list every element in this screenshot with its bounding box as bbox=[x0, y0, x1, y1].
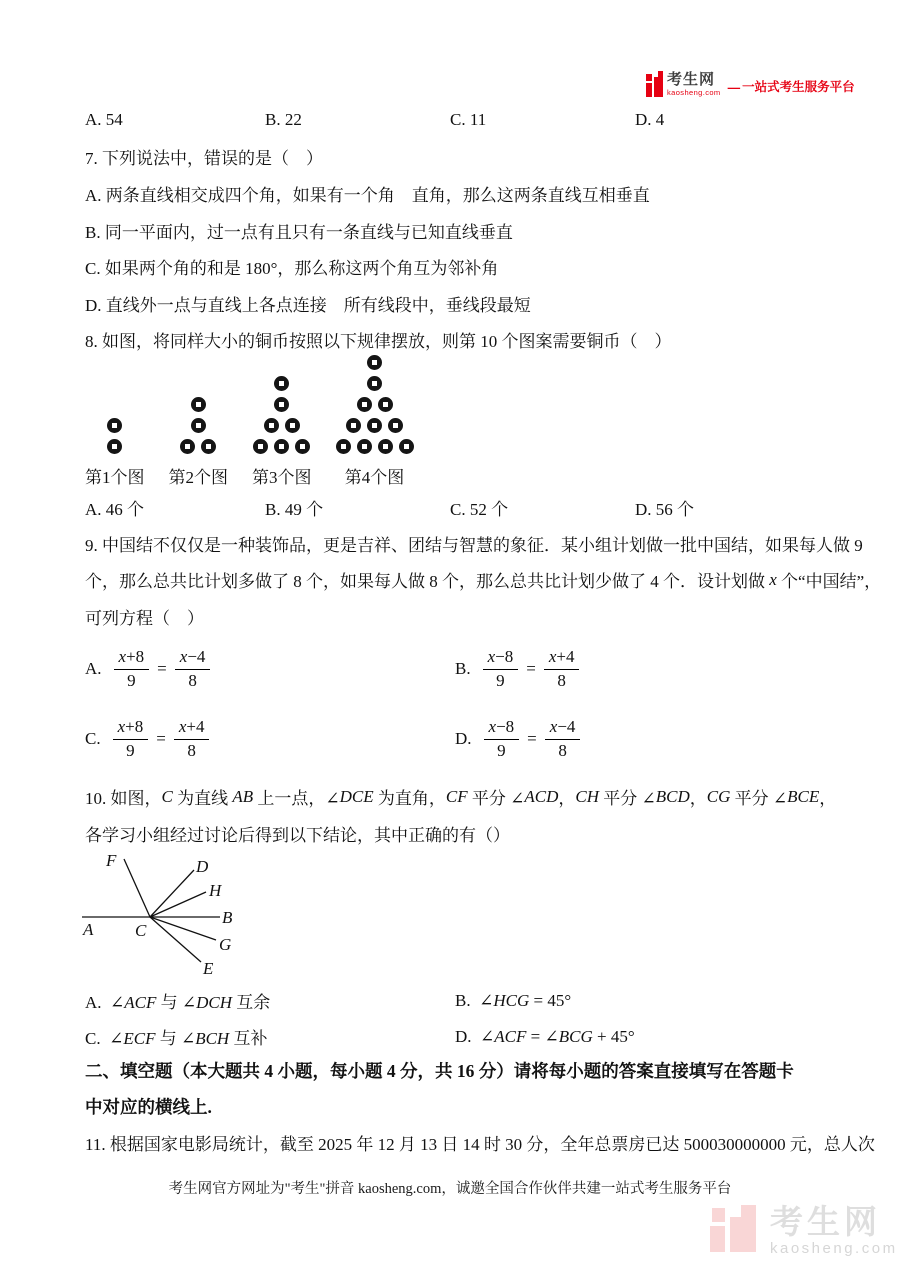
coin-row bbox=[274, 376, 289, 391]
coin-icon bbox=[399, 439, 414, 454]
math-var: CF bbox=[445, 786, 468, 806]
q10-line2: 各学习小组经过讨论后得到以下结论，其中正确的有（） bbox=[85, 826, 510, 845]
q7-choice-a: A. 两条直线相交成四个角，如果有一个角 直角，那么这两条直线互相垂直 bbox=[85, 186, 650, 205]
equation-option bbox=[85, 646, 455, 691]
coin-stack bbox=[107, 418, 122, 454]
coin-row bbox=[180, 439, 216, 454]
coin-icon bbox=[357, 439, 372, 454]
text-run: 平分 ∠ bbox=[730, 789, 788, 808]
text-run: 为直线 bbox=[172, 789, 233, 808]
equation-option bbox=[455, 646, 847, 691]
coin-icon bbox=[378, 439, 393, 454]
text-run: 互余 bbox=[232, 993, 271, 1012]
fraction-numerator: x−4 bbox=[175, 646, 211, 669]
text-run: A. ∠ bbox=[85, 993, 125, 1012]
fraction-numerator: x−8 bbox=[483, 646, 519, 669]
text-run: 10. 如图， bbox=[85, 789, 162, 808]
coin-icon bbox=[295, 439, 310, 454]
coin-icon bbox=[264, 418, 279, 433]
option-cell: B. 22 bbox=[265, 109, 302, 129]
header-logo bbox=[646, 68, 855, 100]
math-var: DCE bbox=[339, 786, 374, 806]
q9-equation-options bbox=[85, 634, 847, 774]
coin-stack bbox=[180, 397, 216, 454]
coin-icon bbox=[367, 355, 382, 370]
q10-options-row2 bbox=[85, 1018, 847, 1055]
q10-angle-diagram bbox=[78, 846, 308, 986]
kaosheng-watermark bbox=[710, 1205, 898, 1256]
coin-row bbox=[107, 418, 122, 433]
coin-row bbox=[253, 439, 310, 454]
fraction-denominator: 8 bbox=[557, 670, 566, 690]
diagram-label-b: B bbox=[222, 908, 233, 927]
q10-options-row1 bbox=[85, 982, 847, 1019]
fraction-denominator: 8 bbox=[188, 670, 197, 690]
fraction-numerator: x−4 bbox=[545, 716, 581, 739]
coin-icon bbox=[367, 376, 382, 391]
coin-figure bbox=[169, 397, 229, 488]
text-run: = 45° bbox=[529, 990, 572, 1010]
option-label: A. bbox=[85, 659, 102, 678]
fraction bbox=[545, 716, 581, 761]
coin-icon bbox=[388, 418, 403, 433]
math-var: BCD bbox=[655, 786, 690, 806]
q7-stem: 7. 下列说法中，错误的是（ ） bbox=[85, 149, 323, 168]
coin-row bbox=[336, 439, 414, 454]
diagram-label-g: G bbox=[219, 935, 232, 954]
option-cell: D. 56 个 bbox=[635, 500, 695, 519]
coin-figure-label: 第4个图 bbox=[344, 468, 405, 487]
text-run: B. ∠ bbox=[455, 990, 494, 1010]
fraction bbox=[544, 646, 580, 691]
q7-choice-b: B. 同一平面内，过一点有且只有一条直线与已知直线垂直 bbox=[85, 223, 513, 242]
kaosheng-watermark-icon bbox=[710, 1205, 758, 1252]
coin-icon bbox=[336, 439, 351, 454]
text-run: D. ∠ bbox=[455, 1026, 495, 1046]
fraction-denominator: 9 bbox=[496, 670, 505, 690]
q9-line1: 9. 中国结不仅仅是一种装饰品，更是吉祥、团结与智慧的象征．某小组计划做一批中国结，如果每人做 9 bbox=[85, 536, 863, 555]
math-var: CG bbox=[706, 786, 731, 806]
fraction bbox=[174, 716, 210, 761]
math-var: BCG bbox=[558, 1026, 593, 1046]
equation-option bbox=[455, 716, 847, 761]
math-var: ECF bbox=[123, 1029, 156, 1048]
prev-question-options bbox=[85, 101, 847, 138]
fraction bbox=[483, 646, 519, 691]
coin-icon bbox=[346, 418, 361, 433]
coin-icon bbox=[191, 418, 206, 433]
coin-icon bbox=[107, 439, 122, 454]
coin-row bbox=[191, 418, 206, 433]
diagram-label-c: C bbox=[135, 921, 147, 940]
option-cell: A. 46 个 bbox=[85, 500, 145, 519]
option-label: C. bbox=[85, 729, 101, 748]
fraction-numerator: x+4 bbox=[174, 716, 210, 739]
text-run: 平分 ∠ bbox=[598, 789, 656, 808]
coin-row bbox=[367, 355, 382, 370]
coin-icon bbox=[378, 397, 393, 412]
coin-icon bbox=[357, 397, 372, 412]
equals-sign: = bbox=[526, 659, 536, 678]
text-run: 为直角， bbox=[373, 789, 446, 808]
option-cell bbox=[85, 1024, 455, 1049]
coin-icon bbox=[253, 439, 268, 454]
logo-domain: kaosheng.com bbox=[667, 87, 721, 97]
coin-icon bbox=[274, 376, 289, 391]
equation-option bbox=[85, 716, 455, 761]
coin-row bbox=[107, 439, 122, 454]
math-var: x bbox=[769, 569, 777, 589]
text-run: ， bbox=[558, 789, 576, 808]
text-run: 与 ∠ bbox=[156, 993, 197, 1012]
coin-icon bbox=[274, 439, 289, 454]
coin-row bbox=[346, 418, 403, 433]
text-run: 上一点，∠ bbox=[253, 789, 340, 808]
footer-text: 考生网官方网址为"考生"拼音 kaosheng.com，诚邀全国合作伙伴共建一站式考生服务平台 bbox=[168, 1181, 732, 1197]
text-run: + 45° bbox=[592, 1026, 635, 1046]
text-run: 平分 ∠ bbox=[467, 789, 525, 808]
math-var: BCE bbox=[787, 786, 820, 806]
option-cell bbox=[455, 991, 847, 1011]
q8-coin-figures bbox=[85, 352, 505, 488]
coin-row bbox=[274, 397, 289, 412]
text-run: ， bbox=[819, 789, 837, 808]
fraction-denominator: 9 bbox=[126, 740, 135, 760]
coin-stack bbox=[336, 355, 414, 454]
text-run: 互补 bbox=[229, 1029, 268, 1048]
text-run: 个“中国结”， bbox=[776, 572, 882, 591]
fraction-denominator: 9 bbox=[127, 670, 136, 690]
fraction-denominator: 9 bbox=[497, 740, 506, 760]
diagram-label-e: E bbox=[203, 959, 214, 978]
math-var: ACF bbox=[124, 993, 157, 1012]
coin-figure-label: 第1个图 bbox=[85, 468, 145, 487]
diagram-label-h: H bbox=[209, 881, 222, 900]
math-var: BCH bbox=[195, 1029, 230, 1048]
option-cell: C. 11 bbox=[450, 109, 487, 129]
equals-sign: = bbox=[156, 729, 166, 748]
fraction-numerator: x−8 bbox=[484, 716, 520, 739]
coin-icon bbox=[180, 439, 195, 454]
coin-icon bbox=[285, 418, 300, 433]
text-run: ， bbox=[689, 789, 707, 808]
coin-figure-label: 第3个图 bbox=[252, 468, 312, 487]
option-cell: D. 4 bbox=[635, 109, 665, 129]
math-var: AB bbox=[232, 786, 254, 806]
fraction-denominator: 8 bbox=[187, 740, 196, 760]
watermark-text-block bbox=[770, 1205, 898, 1256]
q7-choice-c: C. 如果两个角的和是 180°，那么称这两个角互为邻补角 bbox=[85, 259, 499, 278]
logo-text-block bbox=[667, 72, 721, 97]
fraction-numerator: x+8 bbox=[114, 646, 150, 669]
coin-figure bbox=[252, 376, 312, 488]
text-run: C. ∠ bbox=[85, 1029, 124, 1048]
coin-stack bbox=[253, 376, 310, 454]
option-cell bbox=[455, 1027, 847, 1047]
coin-figure-label: 第2个图 bbox=[168, 468, 228, 487]
logo-brand: 考生网 bbox=[667, 70, 716, 88]
logo-tagline-dash: — bbox=[727, 81, 741, 95]
diagram-label-f: F bbox=[106, 851, 117, 870]
coin-icon bbox=[107, 418, 122, 433]
q9-line2 bbox=[85, 561, 882, 598]
fraction bbox=[175, 646, 211, 691]
diagram-label-d: D bbox=[196, 857, 209, 876]
math-var: C bbox=[161, 786, 173, 806]
watermark-domain: kaosheng.com bbox=[770, 1240, 898, 1257]
text-run: = ∠ bbox=[526, 1026, 559, 1046]
coin-icon bbox=[274, 397, 289, 412]
q9-line3: 可列方程（ ） bbox=[85, 609, 204, 628]
text-run: 与 ∠ bbox=[155, 1029, 196, 1048]
fraction-numerator: x+4 bbox=[544, 646, 580, 669]
fraction bbox=[113, 716, 149, 761]
coin-figure bbox=[336, 355, 414, 488]
q10-stem bbox=[85, 778, 847, 815]
q8-stem: 8. 如图，将同样大小的铜币按照以下规律摆放，则第 10 个图案需要铜币（ ） bbox=[85, 332, 672, 351]
math-var: HCG bbox=[493, 990, 530, 1010]
coin-icon bbox=[191, 397, 206, 412]
section2-heading-line2: 中对应的横线上. bbox=[85, 1097, 212, 1117]
coin-icon bbox=[201, 439, 216, 454]
logo-tagline: 一站式考生服务平台 bbox=[742, 80, 855, 94]
section2-heading-line1: 二、填空题（本大题共 4 小题，每小题 4 分，共 16 分）请将每小题的答案直接填写在答题卡 bbox=[85, 1061, 794, 1081]
option-label: B. bbox=[455, 659, 471, 678]
coin-row bbox=[191, 397, 206, 412]
kaosheng-logo-icon bbox=[646, 71, 663, 97]
fraction bbox=[484, 716, 520, 761]
q11-line1: 11. 根据国家电影局统计，截至 2025 年 12 月 13 日 14 时 30 分，全年总票房已达 500030000000 元，总人次 bbox=[85, 1135, 875, 1154]
coin-icon bbox=[367, 418, 382, 433]
q8-options bbox=[85, 489, 847, 526]
fraction bbox=[114, 646, 150, 691]
option-cell: B. 49 个 bbox=[265, 500, 324, 519]
option-cell bbox=[85, 988, 455, 1013]
option-cell: C. 52 个 bbox=[450, 500, 509, 519]
equals-sign: = bbox=[527, 729, 537, 748]
math-var: ACD bbox=[524, 786, 559, 806]
math-var: CH bbox=[575, 786, 599, 806]
q7-choice-d: D. 直线外一点与直线上各点连接 所有线段中，垂线段最短 bbox=[85, 296, 531, 315]
math-var: ACF bbox=[494, 1026, 527, 1046]
coin-row bbox=[264, 418, 300, 433]
math-var: DCH bbox=[196, 993, 233, 1012]
coin-row bbox=[357, 397, 393, 412]
text-run: 个，那么总共比计划多做了 8 个，如果每人做 8 个，那么总共比计划少做了 4 个．设计划做 bbox=[85, 572, 770, 591]
option-label: D. bbox=[455, 729, 472, 748]
coin-figure bbox=[85, 418, 145, 488]
fraction-denominator: 8 bbox=[558, 740, 567, 760]
option-cell: A. 54 bbox=[85, 109, 123, 129]
fraction-numerator: x+8 bbox=[113, 716, 149, 739]
equals-sign: = bbox=[157, 659, 167, 678]
diagram-label-a: A bbox=[83, 920, 94, 939]
watermark-brand: 考生网 bbox=[770, 1203, 881, 1240]
coin-row bbox=[367, 376, 382, 391]
